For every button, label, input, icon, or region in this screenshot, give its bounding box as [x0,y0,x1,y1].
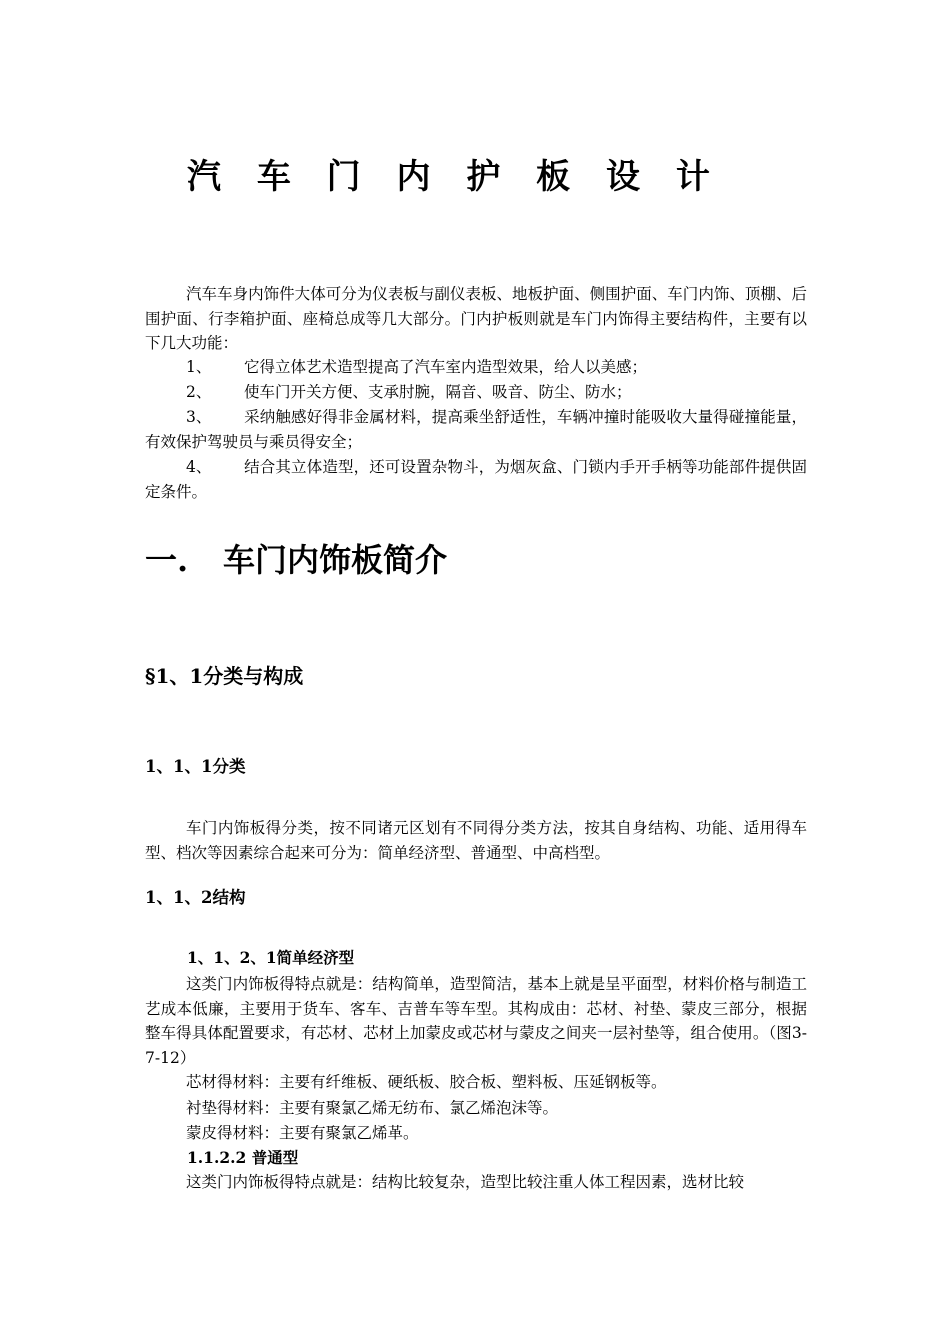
subsubsection-heading-normal: 1.1.2.2 普通型 [187,1148,299,1167]
subsection-heading-structure: 1、1、2结构 [145,888,246,907]
function-item-number: 3、 [186,408,212,426]
function-item-3 [145,405,807,454]
classification-paragraph: 车门内饰板得分类，按不同诸元区划有不同得分类方法，按其自身结构、功能、适用得车型、档次等因素综合起来可分为：简单经济型、普通型、中高档型。 [145,819,807,862]
function-item-1 [145,355,807,380]
pad-material-line: 衬垫得材料：主要有聚氯乙烯无纺布、氯乙烯泡沫等。 [186,1099,559,1117]
function-item-number: 1、 [186,358,212,376]
core-material-line: 芯材得材料：主要有纤维板、硬纸板、胶合板、塑料板、压延钢板等。 [186,1073,667,1091]
subsubsection-heading-economy: 1、1、2、1简单经济型 [187,948,355,967]
skin-material-line: 蒙皮得材料：主要有聚氯乙烯革。 [186,1124,419,1142]
chapter-heading [145,538,807,582]
chapter-number: 一. [145,541,189,579]
function-item-text: 结合其立体造型，还可设置杂物斗，为烟灰盒、门锁内手开手柄等功能部件提供固定条件。 [145,458,807,501]
intro-paragraph: 汽车车身内饰件大体可分为仪表板与副仪表板、地板护面、侧围护面、车门内饰、顶棚、后围护面、行李箱护面、座椅总成等几大部分。门内护板则就是车门内饰得主要结构件，主要有以下几大功能： [145,285,807,352]
function-item-4 [145,455,807,504]
normal-paragraph: 这类门内饰板得特点就是：结构比较复杂，造型比较注重人体工程因素，选材比较 [186,1173,745,1191]
document-title: 汽 车 门 内 护 板 设 计 [187,157,722,197]
function-item-text: 它得立体艺术造型提高了汽车室内造型效果，给人以美感； [244,358,648,376]
subsection-heading-classification: 1、1、1分类 [145,757,246,776]
function-item-text: 使车门开关方便、支承肘腕，隔音、吸音、防尘、防水； [244,383,632,401]
function-item-number: 2、 [186,383,212,401]
economy-paragraph: 这类门内饰板得特点就是：结构简单，造型简洁，基本上就是呈平面型，材料价格与制造工艺成本低廉，主要用于货车、客车、吉普车等车型。其构成由：芯材、衬垫、蒙皮三部分，根据整车得具体配置要求，有芯材、芯材上加蒙皮或芯材与蒙皮之间夹一层衬垫等，组合使用。（图3-7-12） [145,975,807,1067]
section-heading: §1、1分类与构成 [145,664,304,688]
function-item-2 [145,380,807,405]
function-item-number: 4、 [186,458,212,476]
chapter-title: 车门内饰板简介 [223,541,448,579]
function-item-text: 采纳触感好得非金属材料，提高乘坐舒适性，车辆冲撞时能吸收大量得碰撞能量，有效保护驾驶员与乘员得安全； [145,408,807,451]
